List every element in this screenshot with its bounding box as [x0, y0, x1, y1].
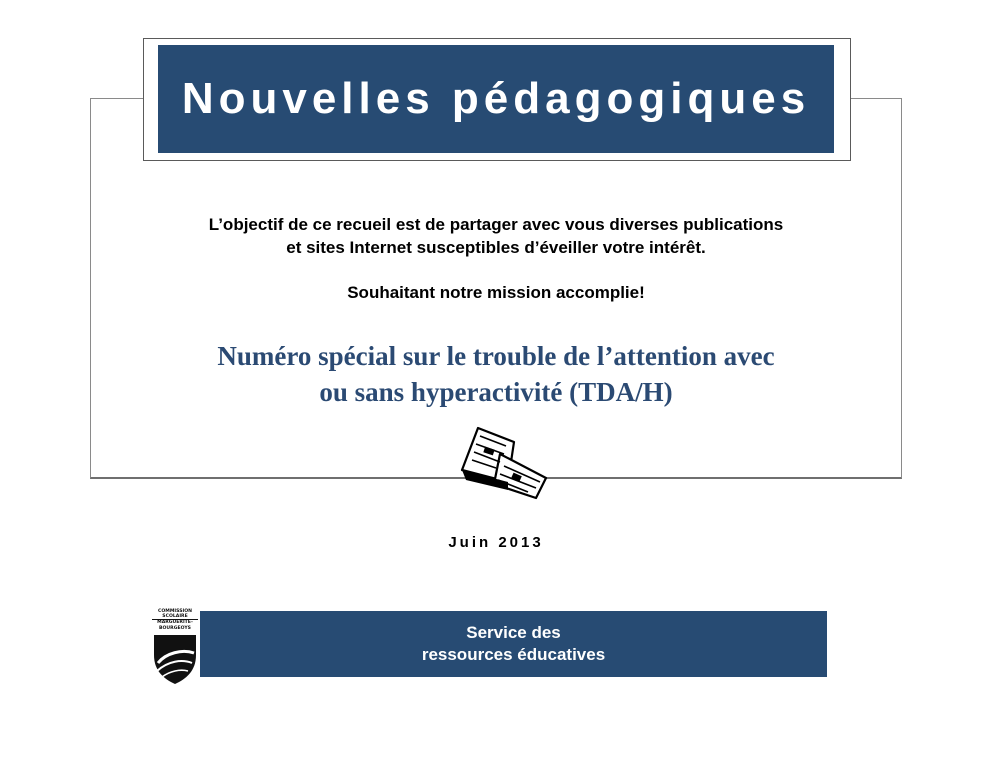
newspaper-icon	[456, 424, 552, 504]
special-issue-line-2: ou sans hyperactivité (TDA/H)	[319, 377, 673, 407]
title-banner	[158, 45, 834, 153]
issue-date: Juin 2013	[448, 534, 544, 551]
intro-line-2: et sites Internet susceptibles d’éveiller votre intérêt.	[286, 238, 706, 257]
title-box	[143, 38, 851, 161]
logo-text: COMMISSION SCOLAIRE MARGUERITE- BOURGEOYS	[152, 609, 198, 631]
school-board-logo	[152, 609, 198, 685]
special-issue-heading	[120, 338, 872, 410]
service-line-1: Service des	[466, 623, 561, 642]
mission-text: Souhaitant notre mission accomplie!	[347, 283, 645, 302]
service-banner	[200, 611, 827, 677]
service-line-2: ressources éducatives	[421, 645, 606, 664]
intro-line-1: L’objectif de ce recueil est de partager avec vous diverses publications	[208, 215, 784, 234]
shield-icon	[152, 633, 198, 685]
page-title: Nouvelles pédagogiques	[181, 74, 811, 123]
intro-text	[120, 213, 872, 259]
special-issue-line-1: Numéro spécial sur le trouble de l’attention avec	[217, 341, 775, 371]
